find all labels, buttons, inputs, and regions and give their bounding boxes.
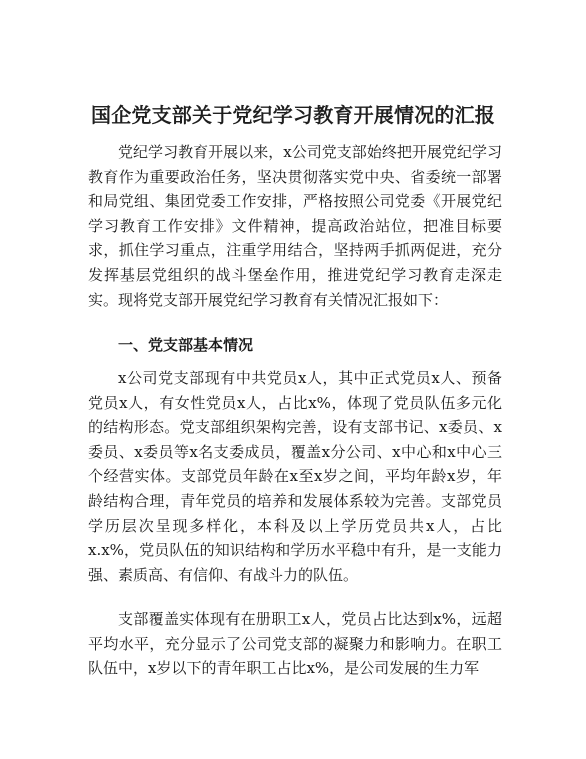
document-title: 国企党支部关于党纪学习教育开展情况的汇报 — [91, 103, 495, 127]
section-heading: 一、党支部基本情况 — [118, 336, 254, 354]
body-paragraph-party-members: x公司党支部现有中共党员x人，其中正式党员x人、预备党员x人，有女性党员x人，占比x%，体现了党员队伍多元化的结构形态。党支部组织架构完善，设有支部书记、x委员、x委员、x委员等x名支委成员，覆盖x分公司、x中心和x中心三个经营实体。支部党员年龄在x至x岁之间，平均年龄x岁，年龄结构合理，青年党员的培养和发展体系较为完善。支部党员学历层次呈现多样化，本科及以上学历党员共x人，占比x.x%，党员队伍的知识结构和学历水平稳中有升，是一支能力强、素质高、有信仰、有战斗力的队伍。 — [88, 369, 502, 584]
body-paragraph-employees: 支部覆盖实体现有在册职工x人，党员占比达到x%，远超平均水平，充分显示了公司党支部的凝聚力和影响力。在职工队伍中，x岁以下的青年职工占比x%，是公司发展的生力军 — [88, 610, 502, 678]
intro-paragraph: 党纪学习教育开展以来，x公司党支部始终把开展党纪学习教育作为重要政治任务，坚决贯彻落实党中央、省委统一部署和局党组、集团党委工作安排，严格按照公司党委《开展党纪学习教育工作安排》文件精神，提高政治站位，把准目标要求，抓住学习重点，注重学用结合，坚持两手抓两促进，充分发挥基层党组织的战斗堡垒作用，推进党纪学习教育走深走实。现将党支部开展党纪学习教育有关情况汇报如下： — [88, 143, 502, 309]
